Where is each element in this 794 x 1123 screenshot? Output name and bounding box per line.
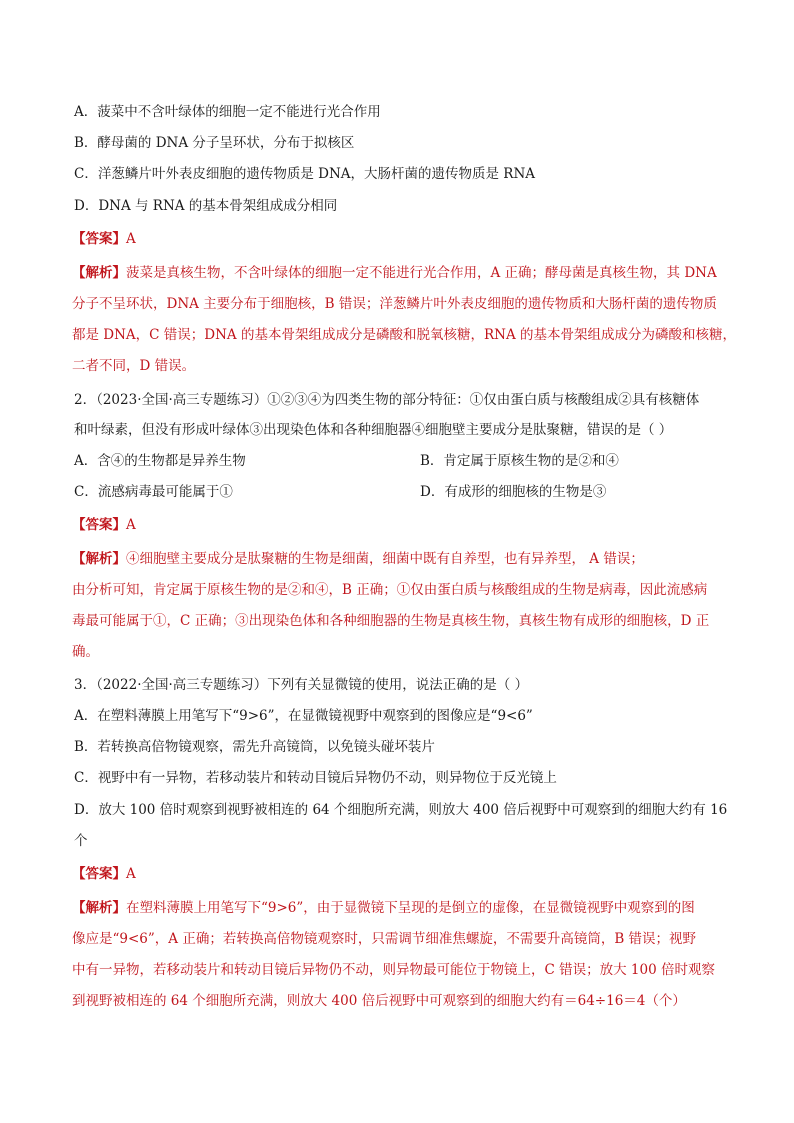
q3-stem: 3．（2022·全国·高三专题练习）下列有关显微镜的使用，说法正确的是（ ）: [74, 677, 529, 693]
q3-analysis-line: [72, 898, 732, 918]
q3-analysis-line: 像应是“9<6”，A 正确；若转换高倍物镜观察时，只需调节细准焦螺旋，不需要升高镜筒，B 错误；视野: [72, 931, 697, 947]
analysis-text: 由分析可知，肯定属于原核生物的是②和④，B 正确；: [72, 582, 397, 598]
analysis-text: ④细胞壁主要成分是肽聚糖的生物是细菌，细菌中既有自养型，也有异养型， A 错误；: [126, 551, 644, 567]
q2-stem-line: 和叶绿素，但没有形成叶绿体③出现染色体和各种细胞器④细胞壁主要成分是肽聚糖，错误的是（ ）: [74, 422, 673, 438]
q1-option-a: A．菠菜中不含叶绿体的细胞一定不能进行光合作用: [74, 104, 381, 120]
answer-label: 【答案】: [72, 231, 126, 247]
q2-analysis-line: [72, 580, 732, 600]
q3-answer: [72, 864, 732, 884]
q1-option-d: D．DNA 与 RNA 的基本骨架组成成分相同: [74, 198, 338, 214]
analysis-label: 【解析】: [72, 551, 126, 567]
answer-label: 【答案】: [72, 866, 126, 882]
q2-analysis-line: [72, 549, 732, 569]
answer-label: 【答案】: [72, 517, 126, 533]
q2-answer: [72, 515, 732, 535]
q1-analysis-line: 都是 DNA，C 错误；DNA 的基本骨架组成成分是磷酸和脱氧核糖，RNA 的基本骨架组成成分为磷酸和核糖，: [72, 327, 736, 343]
analysis-label: 【解析】: [72, 900, 126, 916]
analysis-text: 毒最可能属于①，C 正确；: [72, 613, 236, 629]
q1-analysis-line: 二者不同，D 错误。: [72, 358, 196, 374]
q1-analysis-line: [72, 263, 732, 283]
analysis-text: D 正: [680, 613, 710, 629]
q2-analysis-line: 确。: [72, 644, 99, 660]
analysis-text: ③出现染色体和各种细胞器的生物是真核生物，真核生物有成形的细胞核，: [235, 613, 681, 629]
analysis-text: 菠菜是真核生物，不含叶绿体的细胞一定不能进行光合作用，A 正确；酵母菌是真核生物，其 DNA: [126, 265, 717, 281]
q1-analysis-line: 分子不呈环状，DNA 主要分布于细胞核，B 错误；洋葱鳞片叶外表皮细胞的遗传物质和大肠杆菌的遗传物质: [72, 296, 717, 312]
q3-option-a: A．在塑料薄膜上用笔写下“9>6”，在显微镜视野中观察到的图像应是“9<6”: [74, 708, 533, 724]
q1-option-b: B．酵母菌的 DNA 分子呈环状，分布于拟核区: [74, 135, 355, 151]
answer-value: A: [126, 517, 136, 533]
q2-stem-line: 2．（2023·全国·高三专题练习）①②③④为四类生物的部分特征：①仅由蛋白质与核酸组成②具有核糖体: [74, 392, 700, 408]
q3-analysis-line: 到视野被相连的 64 个细胞所充满，则放大 400 倍后视野中可观察到的细胞大约有＝64÷16＝4（个）: [72, 993, 686, 1009]
answer-value: A: [126, 231, 136, 247]
q3-analysis-line: 中有一异物，若移动装片和转动目镜后异物仍不动，则异物最可能位于物镜上，C 错误；放大 100 倍时观察: [72, 962, 715, 978]
q1-answer: [72, 229, 732, 249]
q3-option-d-cont: 个: [74, 833, 88, 849]
q3-option-d: D．放大 100 倍时观察到视野被相连的 64 个细胞所充满，则放大 400 倍后视野中可观察到的细胞大约有 16: [74, 802, 728, 818]
q3-option-c: C．视野中有一异物，若移动装片和转动目镜后异物仍不动，则异物位于反光镜上: [74, 770, 557, 786]
q2-option-row: [74, 451, 734, 471]
q2-option-d: D．有成形的细胞核的生物是③: [420, 484, 607, 500]
q2-option-b: B．肯定属于原核生物的是②和④: [420, 453, 619, 469]
answer-value: A: [126, 866, 136, 882]
q1-option-c: C．洋葱鳞片叶外表皮细胞的遗传物质是 DNA，大肠杆菌的遗传物质是 RNA: [74, 166, 536, 182]
analysis-label: 【解析】: [72, 265, 126, 281]
q2-analysis-line: [72, 611, 732, 631]
q3-option-b: B．若转换高倍物镜观察，需先升高镜筒，以免镜头碰坏装片: [74, 739, 435, 755]
q2-option-c: C．流感病毒最可能属于①: [74, 484, 233, 500]
analysis-text: ①仅由蛋白质与核酸组成的生物是病毒，因此流感病: [396, 582, 708, 598]
q2-option-a: A．含④的生物都是异养生物: [74, 453, 246, 469]
q2-option-row: [74, 482, 734, 502]
analysis-text: 在塑料薄膜上用笔写下“9>6”，由于显微镜下呈现的是倒立的虚像，在显微镜视野中观察到的图: [126, 900, 695, 916]
